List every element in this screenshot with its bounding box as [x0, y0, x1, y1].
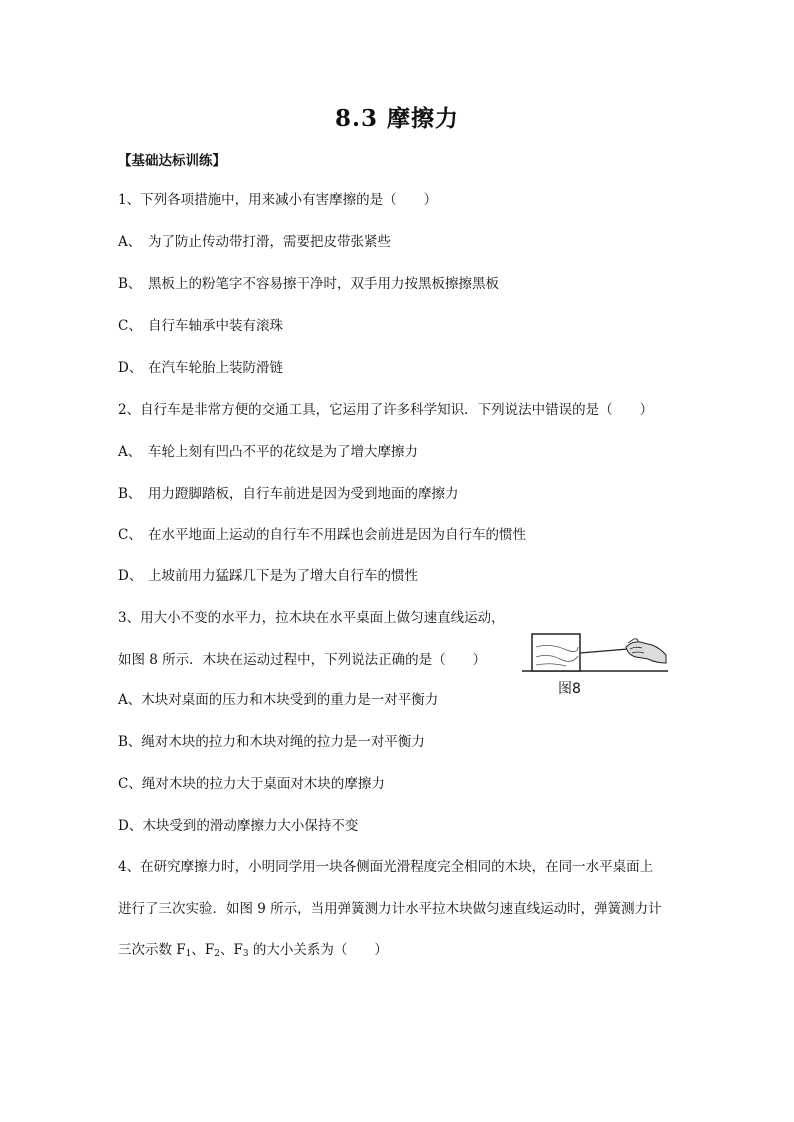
option-text: 黑板上的粉笔字不容易擦干净时，双手用力按黑板擦擦黑板: [148, 276, 499, 292]
question-2-stem: 2、自行车是非常方便的交通工具，它运用了许多科学知识．下列说法中错误的是（ ）: [118, 402, 654, 418]
subscript-1: 1: [185, 949, 192, 959]
question-1-option-b: [118, 275, 499, 293]
option-text: 在水平地面上运动的自行车不用踩也会前进是因为自行车的惯性: [148, 527, 526, 543]
subscript-2: 2: [214, 949, 221, 959]
text-fragment: 、F: [220, 942, 243, 958]
question-3-stem-line-1: 3、用大小不变的水平力，拉木块在水平桌面上做匀速直线运动，: [118, 610, 505, 626]
question-1-option-a: [118, 233, 391, 251]
option-label: B、: [118, 486, 142, 502]
option-label: D、: [118, 568, 143, 584]
option-label: C、: [118, 527, 142, 543]
question-3-option-a: A、木块对桌面的压力和木块受到的重力是一对平衡力: [118, 692, 439, 708]
text-fragment: 三次示数 F: [118, 942, 186, 958]
question-4-line-2: 进行了三次实验．如图 9 所示，当用弹簧测力计水平拉木块做匀速直线运动时，弹簧测力计: [118, 901, 662, 917]
section-heading: 【基础达标训练】: [118, 153, 226, 169]
question-2-option-c: [118, 526, 526, 544]
option-text: 为了防止传动带打滑，需要把皮带张紧些: [148, 234, 391, 250]
figure-8-caption: 图8: [558, 681, 581, 697]
text-fragment: 的大小关系为（ ）: [248, 942, 388, 958]
question-4-line-3: [118, 941, 388, 963]
option-text: 自行车轴承中装有滚珠: [148, 318, 283, 334]
text-fragment: 、F: [191, 942, 215, 958]
hand-icon: [626, 639, 666, 663]
wooden-block: [532, 634, 580, 671]
option-text: 上坡前用力猛踩几下是为了增大自行车的惯性: [148, 568, 418, 584]
question-2-option-d: [118, 567, 418, 585]
question-2-option-a: [118, 443, 418, 461]
question-1-option-d: [118, 359, 283, 377]
page-title: 8.3 摩擦力: [334, 105, 460, 132]
subscript-3: 3: [242, 949, 249, 959]
option-label: C、: [118, 318, 142, 334]
option-text: 用力蹬脚踏板，自行车前进是因为受到地面的摩擦力: [148, 486, 459, 502]
option-label: A、: [118, 234, 142, 250]
figure-8-illustration: [520, 625, 670, 695]
question-4-line-1: 4、在研究摩擦力时，小明同学用一块各侧面光滑程度完全相同的木块，在同一水平桌面上: [118, 859, 654, 875]
option-label: B、: [118, 276, 142, 292]
option-text: 在汽车轮胎上装防滑链: [148, 360, 283, 376]
option-label: A、: [118, 444, 142, 460]
question-2-option-b: [118, 485, 459, 503]
question-3-option-d: D、木块受到的滑动摩擦力大小保持不变: [118, 818, 359, 834]
question-3-option-b: B、绳对木块的拉力和木块对绳的拉力是一对平衡力: [118, 734, 425, 750]
question-3-option-c: C、绳对木块的拉力大于桌面对木块的摩擦力: [118, 776, 385, 792]
question-1-option-c: [118, 317, 283, 335]
rope: [580, 649, 628, 653]
option-label: D、: [118, 360, 143, 376]
question-1-stem: 1、下列各项措施中，用来减小有害摩擦的是（ ）: [118, 192, 438, 208]
question-3-stem-line-2: 如图 8 所示．木块在运动过程中，下列说法正确的是（ ）: [118, 652, 487, 668]
option-text: 车轮上刻有凹凸不平的花纹是为了增大摩擦力: [148, 444, 418, 460]
